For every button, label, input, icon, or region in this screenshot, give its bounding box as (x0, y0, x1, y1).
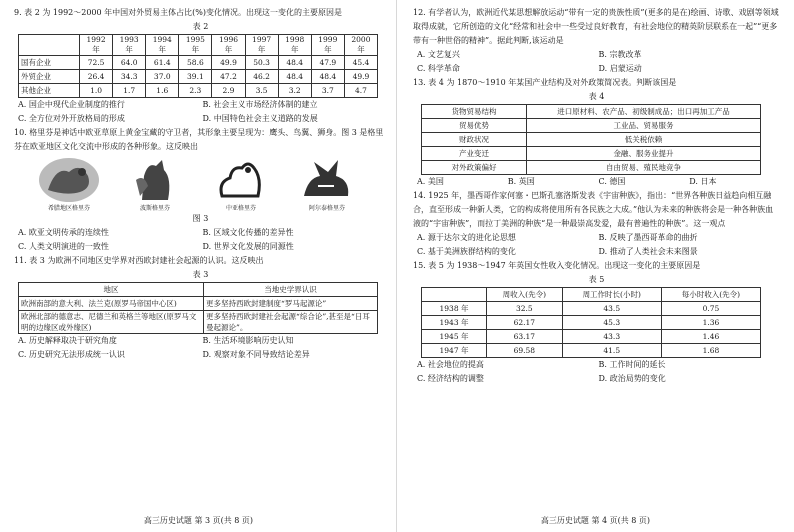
q13-stem: 13. 表 4 为 1870～1910 年某国产业结构及对外政策简况表。判断该国是 (413, 78, 677, 87)
table-cell: 72.5 (80, 56, 113, 70)
table-cell: 低关税依赖 (527, 133, 761, 147)
table-cell: 产业变迁 (422, 147, 527, 161)
q12-options (417, 48, 780, 76)
table-header-cell: 1995 年 (179, 35, 212, 56)
q15-stem: 15. 表 5 为 1938～1947 年英国女性收入变化情况。出现这一变化的主要原因是 (413, 261, 701, 270)
table-cell: 26.4 (80, 70, 113, 84)
option-d[interactable]: D. 政治局势的变化 (598, 374, 666, 383)
option-d[interactable]: D. 推动了人类社会未来图景 (598, 247, 698, 256)
option-b[interactable]: B. 英国 (507, 177, 535, 186)
q10-options (18, 226, 387, 254)
q9-options (18, 98, 387, 126)
q11-stem: 11. 表 3 为欧洲不同地区史学界对西欧封建社会起源的认识。这反映出 (14, 256, 264, 265)
option-a[interactable]: A. 历史解释取决于研究角度 (18, 336, 117, 345)
table-4 (421, 104, 761, 175)
table-cell: 1945 年 (422, 330, 487, 344)
table4-title: 表 4 (588, 92, 605, 101)
table-header-row (19, 35, 378, 56)
griffin-image (294, 156, 360, 204)
table-cell: 63.17 (487, 330, 563, 344)
option-b[interactable]: B. 区域文化传播的差异性 (202, 228, 294, 237)
table-header-cell: 周工作时长(小时) (562, 288, 661, 302)
table-cell: 欧洲北部的德意志、尼德兰和英格兰等地区(原罗马文明的边缘区或外缘区) (19, 311, 204, 334)
table-row (19, 84, 378, 98)
table-cell: 48.4 (278, 70, 311, 84)
figure-label: 希腊地区格里芬 (47, 205, 90, 212)
table-cell: 47.2 (212, 70, 245, 84)
table-cell: 45.4 (344, 56, 377, 70)
table-5 (421, 287, 761, 358)
table-cell: 更多坚持西欧封建社会起源“综合论”,甚至是“日耳曼起源论”。 (204, 311, 378, 334)
table-row (422, 133, 761, 147)
table-cell: 45.3 (562, 316, 661, 330)
option-c[interactable]: C. 基于美洲族群结构的变化 (417, 247, 516, 256)
option-a[interactable]: A. 欧亚文明传承的连续性 (18, 228, 109, 237)
table-cell: 1947 年 (422, 344, 487, 358)
option-c[interactable]: C. 历史研究无法形成统一认识 (18, 350, 125, 359)
table-cell: 49.9 (212, 56, 245, 70)
table-cell: 1.6 (146, 84, 179, 98)
q14-stem: 14. 1925 年，墨西哥作家何塞・巴斯孔塞洛斯发表《宇宙种族》，指出：“世界各种族日益趋向相互融合，直至形成一种新人类，它的构成将使用所有各民族之大成。”他认为未来的种族将会是一种各种族血液的“宇宙种族”，而拉丁美洲的种族“是一种最崇高发爱，最有普遍性的种族”。这一观点 (413, 191, 774, 228)
table-cell: 0.75 (661, 302, 760, 316)
table-header-cell (19, 35, 80, 56)
table-cell: 47.9 (311, 56, 344, 70)
table-cell: 46.2 (245, 70, 278, 84)
table-cell: 3.7 (311, 84, 344, 98)
table-header-cell: 2000 年 (344, 35, 377, 56)
table-row (422, 316, 761, 330)
figure-label: 阿尔泰格里芬 (308, 205, 345, 212)
table-cell: 48.4 (278, 56, 311, 70)
table-row (19, 56, 378, 70)
griffin-figure-central-asia (208, 156, 274, 212)
table-cell: 3.5 (245, 84, 278, 98)
table-cell: 1943 年 (422, 316, 487, 330)
table-row (19, 311, 378, 334)
table-cell: 金融、服务业提升 (527, 147, 761, 161)
table-cell: 32.5 (487, 302, 563, 316)
table-row (422, 147, 761, 161)
table-header-cell: 1996 年 (212, 35, 245, 56)
table-row (422, 330, 761, 344)
option-c[interactable]: C. 全方位对外开放格局的形成 (18, 114, 125, 123)
griffin-figure-persian (122, 156, 188, 212)
table-header-cell: 1994 年 (146, 35, 179, 56)
table-cell: 货物贸易结构 (422, 105, 527, 119)
table-row (422, 302, 761, 316)
option-d[interactable]: D. 世界文化发展的同源性 (202, 242, 294, 251)
table5-title: 表 5 (588, 275, 605, 284)
griffin-figures (36, 156, 387, 212)
option-d[interactable]: D. 观察对象不同导致结论差异 (202, 350, 310, 359)
table-cell: 4.7 (344, 84, 377, 98)
option-c[interactable]: C. 经济结构的调整 (417, 374, 484, 383)
table-cell: 其他企业 (19, 84, 80, 98)
table-cell: 50.3 (245, 56, 278, 70)
table-cell: 财政状况 (422, 133, 527, 147)
option-d[interactable]: D. 中国特色社会主义道路的发展 (202, 114, 318, 123)
table-cell: 外贸企业 (19, 70, 80, 84)
table-cell: 自由贸易、殖民地竞争 (527, 161, 761, 175)
table-cell: 工业品、贸易服务 (527, 119, 761, 133)
q12-stem: 12. 有学者认为，欧洲近代某思想解放运动“带有一定的贵族性质”(更多的是在)绘画、诗歌、戏剧等领域取得成就，它所创造的文化“经常和社会中一些受过良好教育，有社会地位的精英阶层联系在一起”“更多带有一种世俗的精神”。据此判断,该运动是 (413, 8, 779, 45)
table-cell: 1.0 (80, 84, 113, 98)
table-row (19, 70, 378, 84)
griffin-image (122, 156, 188, 204)
option-b[interactable]: B. 反映了墨西哥革命的曲折 (598, 233, 698, 242)
table-header-cell: 地区 (19, 283, 204, 297)
griffin-figure-greek (36, 156, 102, 212)
table-cell: 1.7 (113, 84, 146, 98)
table-cell: 43.3 (562, 330, 661, 344)
table-header-cell: 1993 年 (113, 35, 146, 56)
option-b[interactable]: B. 工作时间的延长 (598, 360, 666, 369)
table-cell: 1.36 (661, 316, 760, 330)
option-b[interactable]: B. 社会主义市场经济体制的建立 (202, 100, 318, 109)
q10-stem: 10. 格里芬是神话中欧亚草原上黄金宝藏的守卫者，其形象主要呈现为：鹰头、鸟翼、狮身。图 3 是格里芬在欧亚地区文化交流中形成的各种形象。这反映出 (14, 128, 384, 151)
table-cell: 69.58 (487, 344, 563, 358)
option-b[interactable]: B. 宗教改革 (598, 50, 642, 59)
table2-title: 表 2 (192, 22, 209, 31)
table-cell: 34.3 (113, 70, 146, 84)
option-c[interactable]: C. 科学革命 (417, 64, 460, 73)
table-cell: 64.0 (113, 56, 146, 70)
table-cell: 进口原材料、农产品、初级制成品；出口再加工产品 (527, 105, 761, 119)
table-cell: 39.1 (179, 70, 212, 84)
table-row (422, 344, 761, 358)
table-cell: 49.9 (344, 70, 377, 84)
table-row (422, 161, 761, 175)
option-a[interactable]: A. 源于达尔文的进化论思想 (417, 233, 516, 242)
griffin-image (208, 156, 274, 204)
table-row (422, 119, 761, 133)
table-cell: 41.5 (562, 344, 661, 358)
table-cell: 61.4 (146, 56, 179, 70)
q9-stem: 9. 表 2 为 1992～2000 年中国对外贸易主体占比(%)变化情况。出现这一变化的主要原因是 (14, 8, 342, 17)
table3-title: 表 3 (192, 270, 209, 279)
table-header-row (422, 288, 761, 302)
table-header-cell: 1992 年 (80, 35, 113, 56)
table-row (422, 105, 761, 119)
option-a[interactable]: A. 国企中现代企业制度的推行 (18, 100, 125, 109)
table-cell: 更多坚持西欧封建制度“罗马起源论” (204, 297, 378, 311)
table-cell: 58.6 (179, 56, 212, 70)
table-header-cell: 1997 年 (245, 35, 278, 56)
table-cell: 国有企业 (19, 56, 80, 70)
table-header-cell (422, 288, 487, 302)
table-2 (18, 34, 378, 98)
option-d[interactable]: D. 启蒙运动 (598, 64, 642, 73)
table-row (19, 297, 378, 311)
table-3 (18, 282, 378, 334)
table-header-cell: 每小时收入(先令) (661, 288, 760, 302)
q13-options (417, 175, 780, 189)
option-a[interactable]: A. 文艺复兴 (417, 50, 460, 59)
page-footer: 高三历史试题 第 3 页(共 8 页) (143, 516, 254, 525)
q14-options (417, 231, 780, 259)
table-cell: 43.5 (562, 302, 661, 316)
table-header-cell: 周收入(先令) (487, 288, 563, 302)
table-cell: 欧洲南部的意大利、法兰克(原罗马帝国中心区) (19, 297, 204, 311)
table-cell: 3.2 (278, 84, 311, 98)
table-cell: 1938 年 (422, 302, 487, 316)
table-cell: 48.4 (311, 70, 344, 84)
table-header-cell: 1998 年 (278, 35, 311, 56)
table-cell: 37.0 (146, 70, 179, 84)
figure-label: 中亚格里芬 (225, 205, 256, 212)
griffin-image (36, 156, 102, 204)
option-d[interactable]: D. 日本 (689, 177, 717, 186)
table-cell: 2.3 (179, 84, 212, 98)
option-a[interactable]: A. 美国 (417, 177, 444, 186)
page-4 (397, 0, 794, 532)
table-cell: 1.68 (661, 344, 760, 358)
q15-options (417, 358, 780, 386)
table-cell: 贸易优势 (422, 119, 527, 133)
table-header-cell: 1999 年 (311, 35, 344, 56)
table-header-row (19, 283, 378, 297)
table-cell: 对外政策偏好 (422, 161, 527, 175)
q11-options (18, 334, 387, 362)
page-footer: 高三历史试题 第 4 页(共 8 页) (540, 516, 651, 525)
figure3-title: 图 3 (192, 214, 209, 223)
figure-label: 波斯格里芬 (139, 205, 170, 212)
option-a[interactable]: A. 社会地位的提高 (417, 360, 484, 369)
option-c[interactable]: C. 德国 (598, 177, 626, 186)
table-header-cell: 当地史学界认识 (204, 283, 378, 297)
griffin-figure-altai (294, 156, 360, 212)
table-cell: 62.17 (487, 316, 563, 330)
option-c[interactable]: C. 人类文明演进的一致性 (18, 242, 109, 251)
table-cell: 2.9 (212, 84, 245, 98)
table-cell: 1.46 (661, 330, 760, 344)
option-b[interactable]: B. 生活环境影响历史认知 (202, 336, 294, 345)
